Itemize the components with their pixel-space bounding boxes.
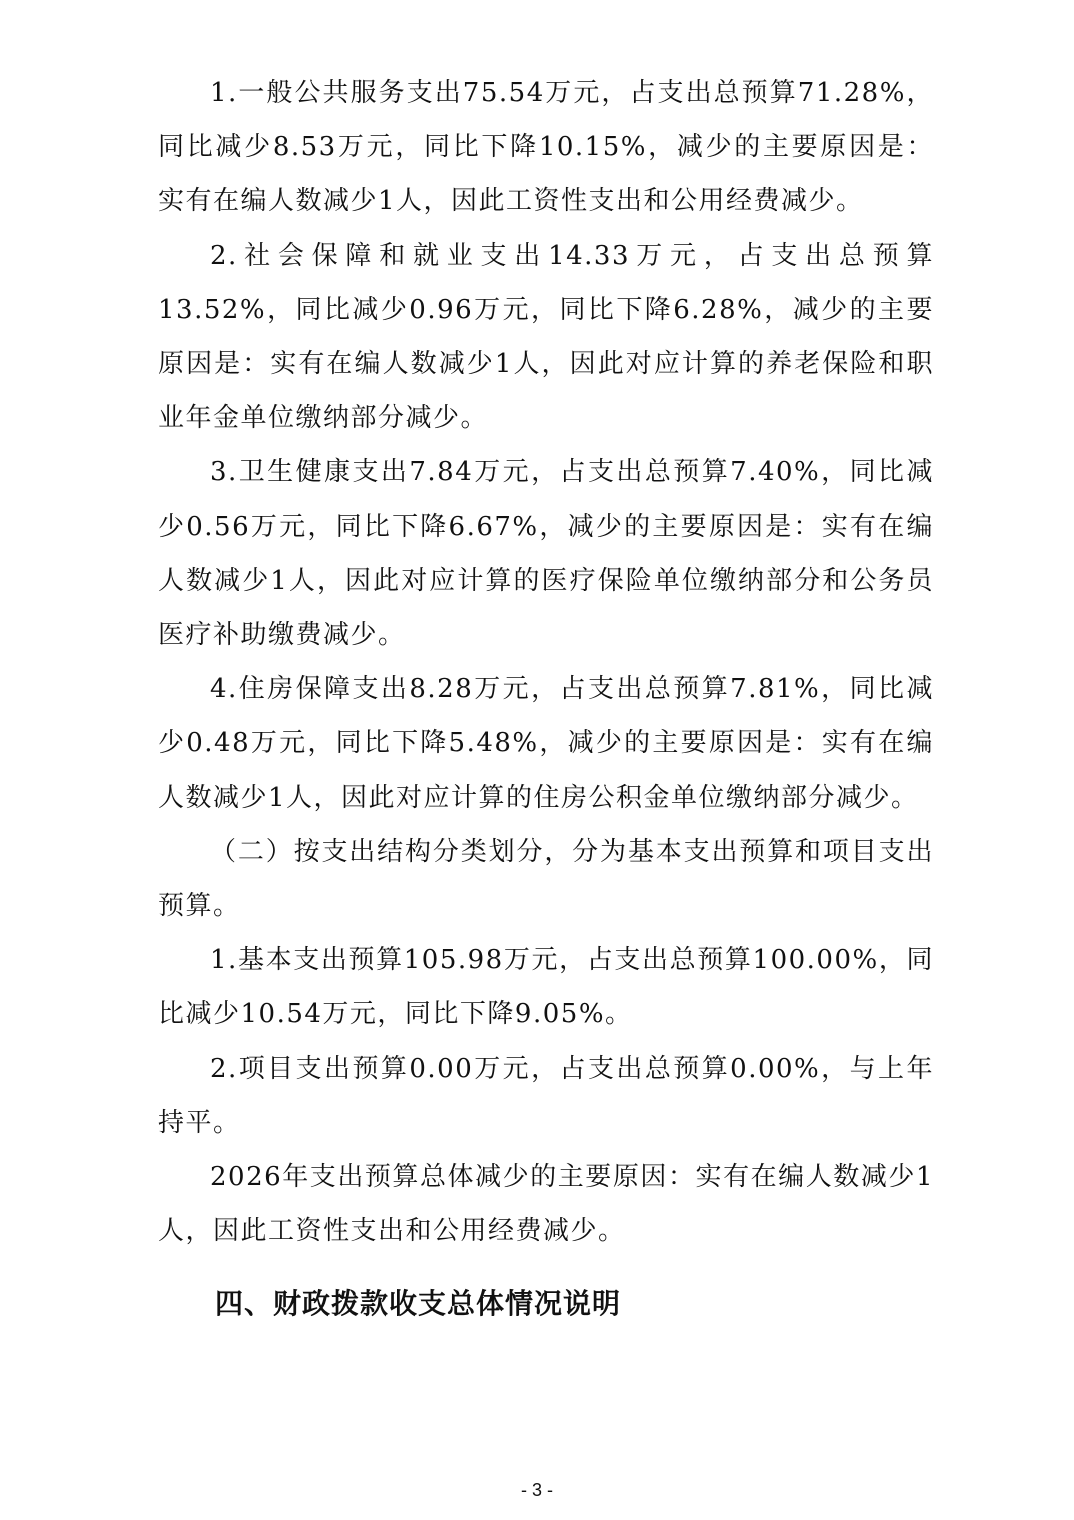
paragraph-social-security: 2.社会保障和就业支出14.33万元，占支出总预算13.52%，同比减少0.96万元，同比下降6.28%，减少的主要原因是：实有在编人数减少1人，因此对应计算的养老保险和职业年金单位缴纳部分减少。 xyxy=(158,240,934,434)
paragraph-project-expenditure: 2.项目支出预算0.00万元，占支出总预算0.00%，与上年持平。 xyxy=(158,1053,934,1138)
paragraph-expenditure-structure: （二）按支出结构分类划分，分为基本支出预算和项目支出预算。 xyxy=(158,836,934,922)
paragraph-general-public-services: 1.一般公共服务支出75.54万元，占支出总预算71.28%，同比减少8.53万元，同比下降10.15%，减少的主要原因是：实有在编人数减少1人，因此工资性支出和公用经费减少。 xyxy=(158,78,934,217)
page-number: - 3 - xyxy=(520,1480,553,1500)
paragraph-housing: 4.住房保障支出8.28万元，占支出总预算7.81%，同比减少0.48万元，同比下降5.48%，减少的主要原因是：实有在编人数减少1人，因此对应计算的住房公积金单位缴纳部分减少。 xyxy=(158,674,934,813)
section-heading: 四、财政拨款收支总体情况说明 xyxy=(215,1287,622,1320)
paragraph-basic-expenditure: 1.基本支出预算105.98万元，占支出总预算100.00%，同比减少10.54万元，同比下降9.05%。 xyxy=(158,945,934,1030)
paragraph-overall-reason: 2026年支出预算总体减少的主要原因：实有在编人数减少1人，因此工资性支出和公用经费减少。 xyxy=(158,1162,934,1247)
paragraph-health: 3.卫生健康支出7.84万元，占支出总预算7.40%，同比减少0.56万元，同比下降6.67%，减少的主要原因是：实有在编人数减少1人，因此对应计算的医疗保险单位缴纳部分和公务员医疗补助缴费减少。 xyxy=(158,457,934,651)
body-text xyxy=(158,66,934,1258)
